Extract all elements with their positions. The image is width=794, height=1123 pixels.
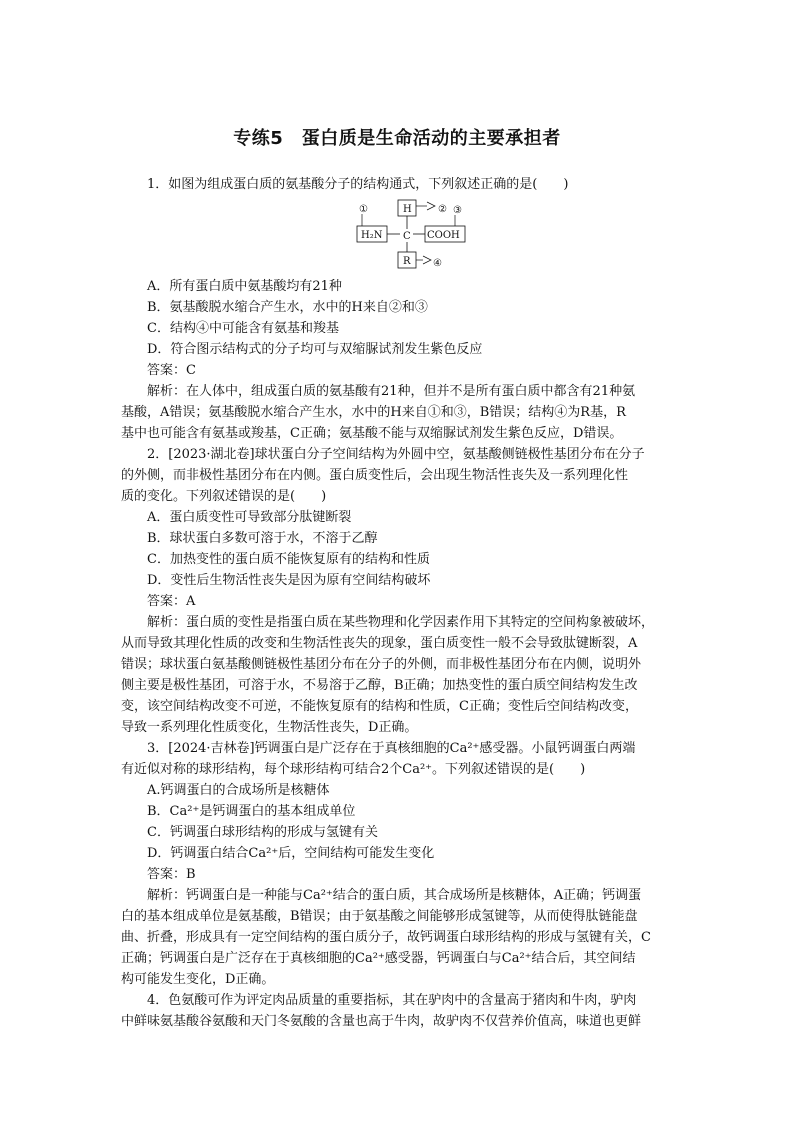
- q1-analysis-line-3: 基中也可能含有氨基或羧基，C正确；氨基酸不能与双缩脲试剂发生紫色反应，D错误。: [121, 426, 623, 441]
- q2-stem-line-2: 的外侧，而非极性基团分布在内侧。蛋白质变性后，会出现生物活性丧失及一系列理化性: [121, 468, 629, 483]
- pointer-2-arrow: [427, 202, 435, 210]
- q2-analysis-line-3: 错误；球状蛋白氨基酸侧链极性基团分布在分子的外侧，而非极性基团分布在内侧，说明外: [121, 657, 642, 672]
- question-1-stem-block: [121, 174, 681, 195]
- q1-answer: 答案：C: [147, 363, 196, 378]
- r-group: R: [403, 256, 411, 267]
- q4-stem-line-2: 中鲜味氨基酸谷氨酸和天门冬氨酸的含量也高于牛肉，故驴肉不仅营养价值高，味道也更鲜: [121, 1014, 642, 1029]
- q2-stem-line-3: 质的变化。下列叙述错误的是( ): [121, 489, 327, 504]
- q3-option-a: A.钙调蛋白的合成场所是核糖体: [147, 783, 330, 798]
- amino-group: H₂N: [361, 230, 383, 241]
- diagram-label-1: ①: [359, 204, 368, 215]
- amino-acid-structure-diagram: [355, 196, 485, 274]
- q1-option-c: C．结构④中可能含有氨基和羧基: [147, 321, 339, 336]
- q3-analysis-line-1: 解析：钙调蛋白是一种能与Ca²⁺结合的蛋白质，其合成场所是核糖体，A正确；钙调蛋: [147, 888, 642, 903]
- q2-option-c: C．加热变性的蛋白质不能恢复原有的结构和性质: [147, 552, 430, 567]
- q3-option-b: B．Ca²⁺是钙调蛋白的基本组成单位: [147, 804, 356, 819]
- q2-analysis-line-2: 从而导致其理化性质的改变和生物活性丧失的现象，蛋白质变性一般不会导致肽键断裂，A: [121, 636, 638, 651]
- h-atom: H: [403, 204, 412, 215]
- structure-formula-svg: [355, 196, 485, 274]
- q1-option-a: A．所有蛋白质中氨基酸均有21种: [147, 279, 342, 294]
- diagram-label-4: ④: [433, 258, 442, 269]
- q3-stem-line-2: 有近似对称的球形结构，每个球形结构可结合2个Ca²⁺。下列叙述错误的是( ): [121, 762, 586, 777]
- carboxyl-group: COOH: [427, 230, 460, 241]
- q3-option-d: D．钙调蛋白结合Ca²⁺后，空间结构可能发生变化: [147, 846, 435, 861]
- q3-stem-line-1: 3．[2024·吉林卷]钙调蛋白是广泛存在于真核细胞的Ca²⁺感受器。小鼠钙调蛋白两端: [147, 741, 636, 756]
- q1-analysis-line-1: 解析：在人体中，组成蛋白质的氨基酸有21种，但并不是所有蛋白质中都含有21种氨: [147, 384, 636, 399]
- q1-option-b: B．氨基酸脱水缩合产生水，水中的H来自②和③: [147, 300, 428, 315]
- q3-analysis-line-3: 曲、折叠，形成具有一定空间结构的蛋白质分子，故钙调蛋白球形结构的形成与氢键有关，C: [121, 930, 651, 945]
- pointer-4-arrow: [423, 256, 431, 264]
- q1-analysis-line-2: 基酸，A错误；氨基酸脱水缩合产生水，水中的H来自①和③，B错误；结构④为R基，R: [121, 405, 626, 420]
- q2-analysis-line-5: 变，该空间结构改变不可逆，不能恢复原有的结构和性质，C正确；变性后空间结构改变，: [121, 699, 638, 714]
- q3-answer: 答案：B: [147, 867, 196, 882]
- q2-analysis-line-1: 解析：蛋白质的变性是指蛋白质在某些物理和化学因素作用下其特定的空间构象被破坏，: [147, 615, 655, 630]
- alpha-carbon: C: [403, 231, 411, 242]
- q2-stem-line-1: 2．[2023·湖北卷]球状蛋白分子空间结构为外圆中空，氨基酸侧链极性基团分布在分子: [147, 447, 645, 462]
- q4-stem-line-1: 4．色氨酸可作为评定肉品质量的重要指标，其在驴肉中的含量高于猪肉和牛肉，驴肉: [147, 993, 637, 1008]
- q2-answer: 答案：A: [147, 594, 196, 609]
- question-1-stem: 1．如图为组成蛋白质的氨基酸分子的结构通式，下列叙述正确的是( ): [147, 177, 569, 192]
- q1-option-d: D．符合图示结构式的分子均可与双缩脲试剂发生紫色反应: [147, 342, 483, 357]
- q2-option-d: D．变性后生物活性丧失是因为原有空间结构破坏: [147, 573, 431, 588]
- q2-option-a: A．蛋白质变性可导致部分肽键断裂: [147, 510, 352, 525]
- q2-analysis-line-4: 侧主要是极性基团，可溶于水，不易溶于乙醇，B正确；加热变性的蛋白质空间结构发生改: [121, 678, 638, 693]
- q3-option-c: C．钙调蛋白球形结构的形成与氢键有关: [147, 825, 378, 840]
- diagram-label-2: ②: [438, 204, 447, 215]
- q3-analysis-line-2: 白的基本组成单位是氨基酸，B错误；由于氨基酸之间能够形成氢键等，从而使得肽链能盘: [121, 909, 638, 924]
- q2-analysis-line-6: 导致一系列理化性质变化，生物活性丧失，D正确。: [121, 720, 418, 735]
- q2-option-b: B．球状蛋白多数可溶于水，不溶于乙醇: [147, 531, 378, 546]
- q3-analysis-line-4: 正确；钙调蛋白是广泛存在于真核细胞的Ca²⁺感受器，钙调蛋白与Ca²⁺结合后，其空间结: [121, 951, 636, 966]
- q3-analysis-line-5: 构可能发生变化，D正确。: [121, 972, 275, 987]
- page-title: 专练5 蛋白质是生命活动的主要承担者: [233, 128, 561, 149]
- diagram-label-3: ③: [453, 205, 462, 216]
- question-1-body: [121, 276, 681, 1032]
